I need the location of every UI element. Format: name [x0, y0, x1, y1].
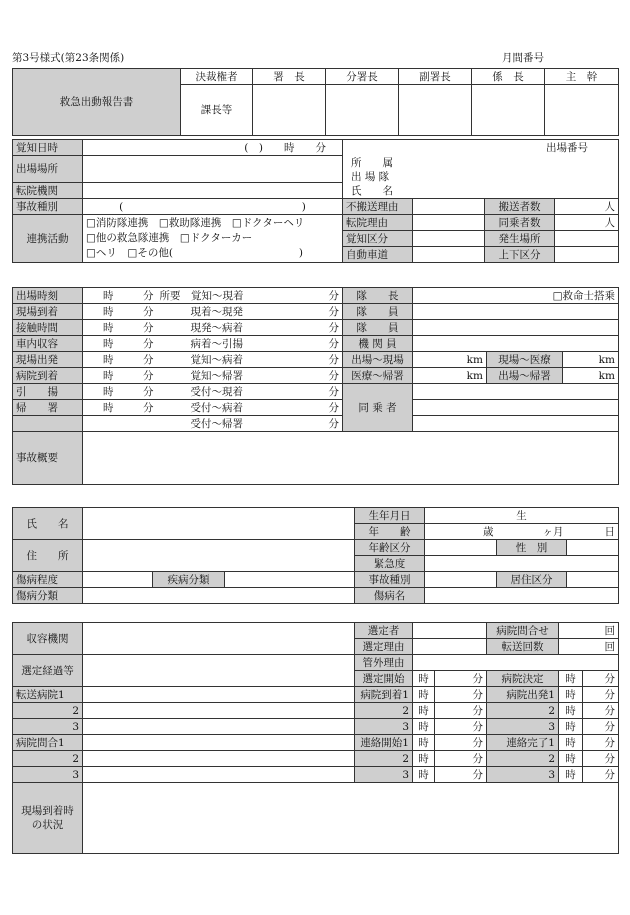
- captain-label: 隊 長: [343, 288, 413, 304]
- time-row-label: 帰 署: [13, 400, 83, 416]
- seal-cell-4[interactable]: [472, 85, 545, 136]
- minute-unit: 分: [583, 671, 619, 687]
- minute-unit: 分: [117, 288, 157, 304]
- time-row-label: 車内収容: [13, 336, 83, 352]
- hour-unit: 時: [559, 703, 583, 719]
- riders-label: 同乗者数: [485, 215, 555, 231]
- selection-process-field[interactable]: [83, 655, 355, 687]
- inquiry-2-field[interactable]: [83, 751, 355, 767]
- duration-label: 受付～現着: [157, 384, 279, 400]
- minute-unit: 分: [435, 767, 487, 783]
- dispatch-place-field[interactable]: [83, 156, 343, 183]
- hour-unit: 時: [559, 671, 583, 687]
- urgency-label: 緊急度: [355, 556, 425, 572]
- seal-cell-2[interactable]: [326, 85, 399, 136]
- occur-place-field[interactable]: [555, 231, 619, 247]
- updown-field[interactable]: [555, 247, 619, 263]
- hour-unit: 時: [83, 400, 117, 416]
- member-field-2[interactable]: [413, 320, 619, 336]
- role-chief: 署 長: [253, 69, 326, 85]
- duration-label: 覚知～病着: [157, 352, 279, 368]
- inquiry-3-label: 3: [13, 767, 83, 783]
- injury-degree-field[interactable]: [83, 572, 153, 588]
- transfer-institution-field[interactable]: [83, 183, 343, 199]
- selection-process-label: 選定経過等: [13, 655, 83, 687]
- minute-unit: 分: [117, 352, 157, 368]
- dispatch-place-label: 出場場所: [13, 156, 83, 183]
- duration-label: 覚知～帰署: [157, 368, 279, 384]
- scene-status-field[interactable]: [83, 783, 619, 854]
- selection-reason-field[interactable]: [413, 639, 487, 655]
- seal-cell-5[interactable]: [545, 85, 619, 136]
- residence-label: 居住区分: [497, 572, 567, 588]
- report-title: 救急出動報告書: [13, 69, 181, 136]
- passenger-label: 同 乗 者: [343, 384, 413, 432]
- minute-unit: 分: [583, 767, 619, 783]
- hour-unit: 時: [413, 735, 435, 751]
- transfer-hospital-3-label: 3: [13, 719, 83, 735]
- hour-unit: 時: [83, 384, 117, 400]
- hour-unit: 時: [559, 751, 583, 767]
- transfer-count-field[interactable]: 回: [559, 639, 619, 655]
- riders-field[interactable]: 人: [555, 215, 619, 231]
- minute-unit: 分: [435, 687, 487, 703]
- carriers-field[interactable]: 人: [555, 199, 619, 215]
- role-section-head: 係 長: [472, 69, 545, 85]
- address-label: 住 所: [13, 540, 83, 572]
- engineer-field[interactable]: [413, 336, 619, 352]
- non-transport-label: 不搬送理由: [343, 199, 413, 215]
- distance-field-2[interactable]: km: [563, 352, 619, 368]
- duration-label: 現発～病着: [157, 320, 279, 336]
- time-row-label: 接触時間: [13, 320, 83, 336]
- injury-category-field[interactable]: [83, 588, 355, 604]
- minute-unit: 分: [583, 751, 619, 767]
- contact-end-2-label: 2: [487, 751, 559, 767]
- outside-reason-field[interactable]: [413, 655, 619, 671]
- section-patient: [12, 507, 619, 604]
- distance-label-3: 医療～帰署: [343, 368, 413, 384]
- role-branch-chief: 分署長: [326, 69, 399, 85]
- duration-minute-unit: 分: [279, 400, 343, 416]
- coop-line-1[interactable]: □消防隊連携 □救助隊連携 □ドクターヘリ: [86, 217, 305, 229]
- transfer-institution-label: 転院機関: [13, 183, 83, 199]
- patient-name-field[interactable]: [83, 508, 355, 540]
- disease-category-field[interactable]: [225, 572, 355, 588]
- duration-label: 病着～引揚: [157, 336, 279, 352]
- duration-label: 受付～帰署: [157, 416, 279, 432]
- duration-minute-unit: 分: [279, 336, 343, 352]
- transfer-hospital-3-field[interactable]: [83, 719, 355, 735]
- age-years[interactable]: 歳: [425, 524, 497, 540]
- hospital-inquiry-field[interactable]: 回: [559, 623, 619, 639]
- selector-field[interactable]: [413, 623, 487, 639]
- monthly-number-label: 月間番号: [502, 52, 544, 64]
- accident-type-label: 事故種別: [13, 199, 83, 215]
- selection-start-label: 選定開始: [355, 671, 413, 687]
- duration-minute-unit: 分: [279, 368, 343, 384]
- passenger-field-2[interactable]: [413, 400, 619, 416]
- dispatch-number-label: 出場番号: [343, 140, 619, 156]
- summary-label: 事故概要: [13, 432, 83, 485]
- accident-type-2-label: 事故種別: [355, 572, 425, 588]
- distance-field-1[interactable]: km: [413, 352, 487, 368]
- age-days[interactable]: 日: [567, 524, 619, 540]
- hour-unit: 時: [413, 751, 435, 767]
- role-approver: 決裁権者: [181, 69, 253, 85]
- age-category-field[interactable]: [425, 540, 497, 556]
- minute-unit: 分: [117, 320, 157, 336]
- time-row-label: 現場到着: [13, 304, 83, 320]
- age-label: 年 齢: [355, 524, 425, 540]
- injury-category-label: 傷病分類: [13, 588, 83, 604]
- duration-minute-unit: 分: [279, 352, 343, 368]
- summary-field[interactable]: [83, 432, 619, 485]
- notify-time-label: 覚知日時: [13, 140, 83, 156]
- notify-category-label: 覚知区分: [343, 231, 413, 247]
- affiliation-block[interactable]: [343, 156, 619, 199]
- duration-minute-unit: 分: [279, 320, 343, 336]
- carriers-label: 搬送者数: [485, 199, 555, 215]
- distance-field-3[interactable]: km: [413, 368, 487, 384]
- hour-unit: 時: [559, 735, 583, 751]
- hour-unit: 時: [83, 320, 117, 336]
- hour-unit: 時: [83, 368, 117, 384]
- duration-minute-unit: 分: [279, 288, 343, 304]
- disease-category-label: 疾病分類: [153, 572, 225, 588]
- hour-unit: 時: [559, 719, 583, 735]
- arrival-2-label: 2: [355, 703, 413, 719]
- time-row-label: 現場出発: [13, 352, 83, 368]
- distance-label-1: 出場～現場: [343, 352, 413, 368]
- member-field-1[interactable]: [413, 304, 619, 320]
- departure-1-label: 病院出発1: [487, 687, 559, 703]
- hour-unit: 時: [559, 687, 583, 703]
- minute-unit: 分: [435, 719, 487, 735]
- minute-unit: 分: [435, 671, 487, 687]
- contact-end-3-label: 3: [487, 767, 559, 783]
- member-label: 隊 員: [343, 320, 413, 336]
- minute-unit: 分: [435, 735, 487, 751]
- hour-unit: 時: [413, 671, 435, 687]
- occur-place-label: 発生場所: [485, 231, 555, 247]
- minute-unit: 分: [435, 703, 487, 719]
- contact-end-1-label: 連絡完了1: [487, 735, 559, 751]
- inquiry-3-field[interactable]: [83, 767, 355, 783]
- hour-unit: 時: [413, 767, 435, 783]
- arrival-3-label: 3: [355, 719, 413, 735]
- age-category-label: 年齢区分: [355, 540, 425, 556]
- passenger-field-1[interactable]: [413, 384, 619, 400]
- transfer-reason-field[interactable]: [413, 215, 485, 231]
- passenger-field-3[interactable]: [413, 416, 619, 432]
- scene-status-label: 現場到着時の状況: [13, 783, 83, 854]
- role-deputy-chief: 副署長: [399, 69, 472, 85]
- affiliation-label: 所 属: [351, 156, 393, 169]
- duration-label: 受付～病着: [157, 400, 279, 416]
- approval-table: [12, 68, 619, 136]
- accident-type-2-field[interactable]: [425, 572, 497, 588]
- sex-label: 性 別: [497, 540, 567, 556]
- minute-unit: 分: [117, 304, 157, 320]
- minute-unit: 分: [117, 336, 157, 352]
- transfer-hospital-2-field[interactable]: [83, 703, 355, 719]
- duration-minute-unit: 分: [279, 304, 343, 320]
- role-supervisor: 主 幹: [545, 69, 619, 85]
- hour-unit: 時: [83, 304, 117, 320]
- paramedic-checkbox[interactable]: □救命士搭乗: [413, 288, 619, 304]
- distance-label-2: 現場～医療: [487, 352, 563, 368]
- hour-unit: 時: [413, 719, 435, 735]
- engineer-label: 機 関 員: [343, 336, 413, 352]
- urgency-field[interactable]: [425, 556, 619, 572]
- hour-unit: 時: [559, 767, 583, 783]
- notify-category-field[interactable]: [413, 231, 485, 247]
- seal-cell-1[interactable]: [253, 85, 326, 136]
- duration-label: 所要 覚知～現着: [157, 288, 279, 304]
- distance-label-4: 出場～帰署: [487, 368, 563, 384]
- address-field[interactable]: [83, 540, 355, 572]
- transfer-reason-label: 転院理由: [343, 215, 413, 231]
- minute-unit: 分: [583, 703, 619, 719]
- time-row-label: [13, 416, 83, 432]
- time-row-label: 引 揚: [13, 384, 83, 400]
- accident-type-field[interactable]: ( ): [83, 199, 343, 215]
- distance-field-4[interactable]: km: [563, 368, 619, 384]
- highway-label: 自動車道: [343, 247, 413, 263]
- hospital-decided-label: 病院決定: [487, 671, 559, 687]
- minute-unit: 分: [117, 384, 157, 400]
- minute-unit: 分: [117, 400, 157, 416]
- hour-unit: 時: [83, 288, 117, 304]
- selector-label: 選定者: [355, 623, 413, 639]
- departure-3-label: 3: [487, 719, 559, 735]
- age-months[interactable]: ヶ月: [497, 524, 567, 540]
- section-hospital: [12, 622, 619, 854]
- coop-activity-label: 連携活動: [13, 215, 83, 263]
- notify-time-field[interactable]: ( ) 時 分: [83, 140, 343, 156]
- affiliation-name-label: 氏 名: [351, 184, 393, 197]
- duration-minute-unit: 分: [279, 416, 343, 432]
- hospital-inquiry-label: 病院問合せ: [487, 623, 559, 639]
- injury-name-label: 傷病名: [355, 588, 425, 604]
- coop-line-2[interactable]: □他の救急隊連携 □ドクターカー: [86, 232, 253, 244]
- highway-field[interactable]: [413, 247, 485, 263]
- contact-start-3-label: 3: [355, 767, 413, 783]
- time-row-label: 病院到着: [13, 368, 83, 384]
- updown-label: 上下区分: [485, 247, 555, 263]
- contact-start-2-label: 2: [355, 751, 413, 767]
- non-transport-field[interactable]: [413, 199, 485, 215]
- section-timeline: [12, 287, 619, 485]
- departure-2-label: 2: [487, 703, 559, 719]
- outside-reason-label: 管外理由: [355, 655, 413, 671]
- coop-activity-options[interactable]: [83, 215, 343, 263]
- transfer-hospital-1-field[interactable]: [83, 687, 355, 703]
- minute-unit: 分: [583, 719, 619, 735]
- transfer-hospital-2-label: 2: [13, 703, 83, 719]
- minute-unit: 分: [583, 735, 619, 751]
- form-number: 第3号様式(第23条関係): [12, 52, 125, 64]
- transfer-hospital-1-label: 転送病院1: [13, 687, 83, 703]
- patient-name-label: 氏 名: [13, 508, 83, 540]
- hour-unit: 時: [83, 336, 117, 352]
- transfer-count-label: 転送回数: [487, 639, 559, 655]
- birth-label: 生年月日: [355, 508, 425, 524]
- hour-unit: 時: [413, 687, 435, 703]
- section-dispatch-info: [12, 139, 619, 263]
- hospital-field[interactable]: [83, 623, 355, 655]
- residence-field[interactable]: [567, 572, 619, 588]
- coop-line-3[interactable]: □ヘリ □その他( ): [86, 247, 304, 259]
- duration-minute-unit: 分: [279, 384, 343, 400]
- contact-start-1-label: 連絡開始1: [355, 735, 413, 751]
- minute-unit: 分: [435, 751, 487, 767]
- dispatch-unit-label: 出 場 隊: [351, 170, 390, 183]
- inquiry-2-label: 2: [13, 751, 83, 767]
- hospital-label: 収容機関: [13, 623, 83, 655]
- duration-label: 現着～現発: [157, 304, 279, 320]
- arrival-1-label: 病院到着1: [355, 687, 413, 703]
- time-row-label: 出場時刻: [13, 288, 83, 304]
- role-section-chief: 課長等: [181, 85, 253, 136]
- minute-unit: 分: [583, 687, 619, 703]
- injury-name-field[interactable]: [425, 588, 619, 604]
- sex-field[interactable]: [567, 540, 619, 556]
- minute-unit: 分: [117, 368, 157, 384]
- inquiry-1-field[interactable]: [83, 735, 355, 751]
- selection-reason-label: 選定理由: [355, 639, 413, 655]
- hour-unit: 時: [413, 703, 435, 719]
- seal-cell-3[interactable]: [399, 85, 472, 136]
- hour-unit: 時: [83, 352, 117, 368]
- member-label: 隊 員: [343, 304, 413, 320]
- birth-field[interactable]: 生: [425, 508, 619, 524]
- injury-degree-label: 傷病程度: [13, 572, 83, 588]
- inquiry-1-label: 病院問合1: [13, 735, 83, 751]
